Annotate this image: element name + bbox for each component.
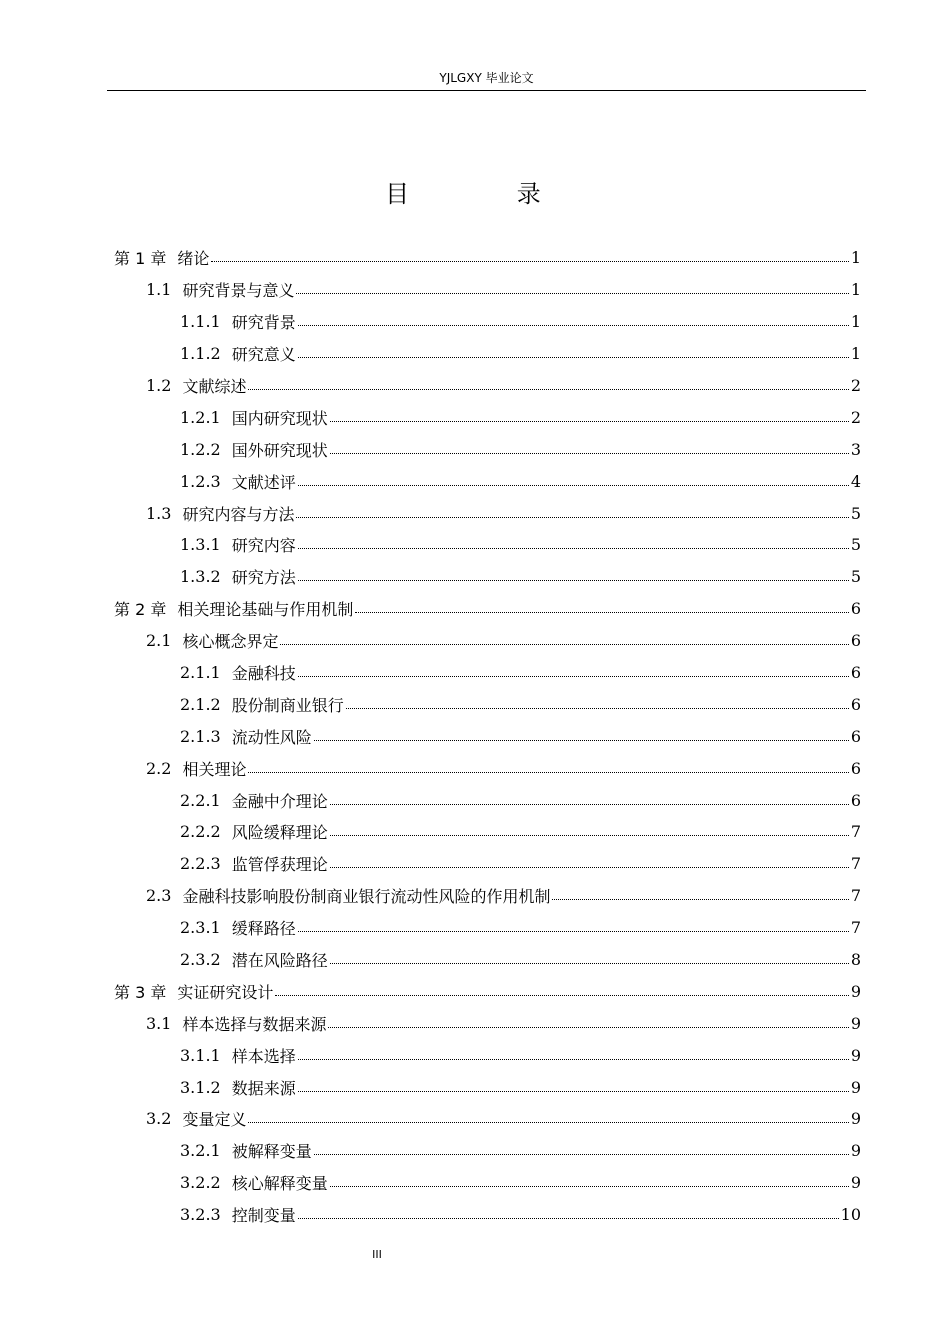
toc-entry-page: 4 xyxy=(850,471,861,491)
toc-entry[interactable] xyxy=(0,1103,950,1135)
dot-leader xyxy=(298,675,849,677)
toc-entry[interactable] xyxy=(0,912,950,944)
toc-entry-number: 2.3.2 xyxy=(180,950,221,970)
toc-entry-title: 控制变量 xyxy=(231,1206,296,1226)
toc-entry-page: 6 xyxy=(850,631,861,651)
toc-entry-title: 缓释路径 xyxy=(231,919,296,939)
toc-entry-title: 研究内容 xyxy=(231,536,296,556)
toc-entry-number: 2.1.3 xyxy=(180,726,221,746)
toc-entry-page: 9 xyxy=(850,1013,861,1033)
table-of-contents xyxy=(0,242,950,1231)
dot-leader xyxy=(330,962,849,964)
toc-entry-number: 第 1 章 xyxy=(114,249,167,269)
toc-entry[interactable] xyxy=(0,433,950,465)
toc-entry[interactable] xyxy=(0,1007,950,1039)
dot-leader xyxy=(330,1185,849,1187)
toc-entry-page: 9 xyxy=(850,1173,861,1193)
dot-leader xyxy=(296,292,848,294)
toc-entry[interactable] xyxy=(0,1039,950,1071)
toc-entry-page: 7 xyxy=(850,854,861,874)
toc-entry-page: 10 xyxy=(840,1205,861,1225)
toc-entry[interactable] xyxy=(0,465,950,497)
toc-entry-number: 2.1 xyxy=(146,631,172,651)
toc-entry-page: 6 xyxy=(850,599,861,619)
toc-entry-title: 研究背景与意义 xyxy=(182,281,295,301)
toc-entry-number: 2.2.2 xyxy=(180,822,221,842)
toc-entry-title: 样本选择 xyxy=(231,1046,296,1066)
toc-entry-title: 研究背景 xyxy=(231,313,296,333)
toc-entry-title: 国内研究现状 xyxy=(231,408,328,428)
toc-entry-number: 3.2 xyxy=(146,1109,172,1129)
dot-leader xyxy=(346,707,849,709)
toc-entry-number: 1.3.1 xyxy=(180,535,221,555)
toc-entry[interactable] xyxy=(0,657,950,689)
toc-entry-number: 3.1 xyxy=(146,1013,172,1033)
toc-entry-number: 第 3 章 xyxy=(114,982,167,1002)
toc-entry-page: 5 xyxy=(850,503,861,523)
toc-entry[interactable] xyxy=(0,401,950,433)
dot-leader xyxy=(330,452,849,454)
toc-entry-number: 3.2.3 xyxy=(180,1205,221,1225)
toc-entry[interactable] xyxy=(0,625,950,657)
toc-entry-title: 风险缓释理论 xyxy=(231,823,328,843)
toc-entry-title: 被解释变量 xyxy=(231,1142,312,1162)
dot-leader xyxy=(298,930,849,932)
toc-entry-number: 2.3.1 xyxy=(180,918,221,938)
toc-entry-title: 金融科技影响股份制商业银行流动性风险的作用机制 xyxy=(182,887,551,907)
toc-entry-page: 6 xyxy=(850,790,861,810)
toc-entry[interactable] xyxy=(0,529,950,561)
dot-leader xyxy=(328,1026,848,1028)
toc-entry-title: 核心解释变量 xyxy=(231,1174,328,1194)
toc-entry-page: 7 xyxy=(850,886,861,906)
toc-entry-number: 3.1.1 xyxy=(180,1045,221,1065)
toc-entry-title: 潜在风险路径 xyxy=(231,951,328,971)
toc-entry[interactable] xyxy=(0,497,950,529)
toc-entry-page: 1 xyxy=(850,280,861,300)
toc-entry[interactable] xyxy=(0,338,950,370)
toc-entry-page: 7 xyxy=(850,822,861,842)
toc-entry[interactable] xyxy=(0,1135,950,1167)
toc-entry-page: 1 xyxy=(850,312,861,332)
toc-entry-page: 9 xyxy=(850,1077,861,1097)
toc-entry[interactable] xyxy=(0,752,950,784)
dot-leader xyxy=(330,803,849,805)
toc-entry-number: 2.1.2 xyxy=(180,694,221,714)
toc-entry-page: 6 xyxy=(850,663,861,683)
toc-entry-title: 实证研究设计 xyxy=(177,982,274,1002)
toc-entry-number: 第 2 章 xyxy=(114,600,167,620)
toc-entry-page: 3 xyxy=(850,439,861,459)
dot-leader xyxy=(330,420,849,422)
toc-entry[interactable] xyxy=(0,816,950,848)
toc-entry-number: 2.2.3 xyxy=(180,854,221,874)
toc-entry-page: 9 xyxy=(850,981,861,1001)
toc-entry[interactable] xyxy=(0,242,950,274)
toc-entry-title: 国外研究现状 xyxy=(231,440,328,460)
toc-entry-page: 6 xyxy=(850,758,861,778)
toc-entry-title: 金融中介理论 xyxy=(231,791,328,811)
toc-entry-number: 1.1.1 xyxy=(180,312,221,332)
toc-entry-number: 1.2.1 xyxy=(180,407,221,427)
toc-entry[interactable] xyxy=(0,688,950,720)
toc-entry-title: 核心概念界定 xyxy=(182,632,279,652)
toc-entry-number: 1.2 xyxy=(146,376,172,395)
toc-entry-title: 相关理论 xyxy=(182,759,247,779)
toc-entry-page: 9 xyxy=(850,1109,861,1129)
dot-leader xyxy=(298,1058,849,1060)
toc-entry-title: 文献综述 xyxy=(182,377,247,396)
toc-entry-page: 8 xyxy=(850,950,861,970)
toc-entry-page: 9 xyxy=(850,1045,861,1065)
toc-entry-title: 文献述评 xyxy=(231,472,296,492)
dot-leader xyxy=(298,579,849,581)
toc-entry-title: 研究意义 xyxy=(231,345,296,365)
dot-leader xyxy=(248,388,848,390)
dot-leader xyxy=(275,994,848,996)
toc-entry-title: 绪论 xyxy=(177,249,210,269)
toc-entry-title: 变量定义 xyxy=(182,1110,247,1130)
toc-entry[interactable] xyxy=(0,1199,950,1231)
toc-entry-number: 2.2 xyxy=(146,758,172,778)
toc-entry-page: 1 xyxy=(850,248,861,268)
toc-entry-title: 数据来源 xyxy=(231,1078,296,1098)
toc-entry-number: 1.2.3 xyxy=(180,471,221,491)
dot-leader xyxy=(298,484,849,486)
toc-entry[interactable] xyxy=(0,561,950,593)
dot-leader xyxy=(248,1121,848,1123)
toc-entry[interactable] xyxy=(0,880,950,912)
toc-entry-number: 3.2.2 xyxy=(180,1173,221,1193)
page-header xyxy=(107,66,866,91)
toc-entry[interactable] xyxy=(0,1071,950,1103)
toc-entry-number: 1.3.2 xyxy=(180,567,221,587)
toc-entry[interactable] xyxy=(0,274,950,306)
toc-entry-page: 6 xyxy=(850,694,861,714)
dot-leader xyxy=(211,260,848,262)
toc-entry-page: 9 xyxy=(850,1141,861,1161)
toc-entry[interactable] xyxy=(0,720,950,752)
toc-entry-number: 1.2.2 xyxy=(180,439,221,459)
toc-entry-title: 监管俘获理论 xyxy=(231,855,328,875)
toc-entry[interactable] xyxy=(0,848,950,880)
toc-entry-title: 研究方法 xyxy=(231,568,296,588)
toc-entry-page: 1 xyxy=(850,344,861,364)
toc-entry-page: 2 xyxy=(850,407,861,427)
toc-entry-page: 5 xyxy=(850,535,861,555)
toc-entry-title: 金融科技 xyxy=(231,664,296,684)
toc-entry[interactable] xyxy=(0,370,950,402)
dot-leader xyxy=(298,1217,839,1219)
dot-leader xyxy=(314,739,849,741)
page-number: III xyxy=(372,1248,382,1261)
dot-leader xyxy=(298,1090,849,1092)
dot-leader xyxy=(296,516,848,518)
dot-leader xyxy=(298,547,849,549)
toc-entry-page: 5 xyxy=(850,567,861,587)
toc-entry-number: 1.1 xyxy=(146,280,172,300)
dot-leader xyxy=(298,356,849,358)
dot-leader xyxy=(314,1153,849,1155)
toc-entry-number: 1.1.2 xyxy=(180,344,221,364)
toc-entry[interactable] xyxy=(0,1167,950,1199)
dot-leader xyxy=(330,866,849,868)
dot-leader xyxy=(248,771,848,773)
toc-entry[interactable] xyxy=(0,944,950,976)
dot-leader xyxy=(552,898,848,900)
toc-entry-title: 样本选择与数据来源 xyxy=(182,1014,327,1034)
toc-entry-title: 相关理论基础与作用机制 xyxy=(177,600,354,620)
toc-entry-number: 3.2.1 xyxy=(180,1141,221,1161)
dot-leader xyxy=(280,643,848,645)
toc-entry-title: 股份制商业银行 xyxy=(231,695,344,715)
toc-entry-title: 研究内容与方法 xyxy=(182,504,295,524)
header-text: YJLGXY 毕业论文 xyxy=(439,71,534,85)
dot-leader xyxy=(330,834,849,836)
toc-title: 目 录 xyxy=(385,180,591,208)
toc-entry-page: 6 xyxy=(850,726,861,746)
toc-entry-number: 1.3 xyxy=(146,503,172,523)
toc-entry-page: 2 xyxy=(850,376,861,395)
toc-entry-number: 2.1.1 xyxy=(180,663,221,683)
toc-entry[interactable] xyxy=(0,306,950,338)
toc-entry[interactable] xyxy=(0,975,950,1007)
toc-entry-number: 3.1.2 xyxy=(180,1077,221,1097)
toc-entry-number: 2.2.1 xyxy=(180,790,221,810)
toc-entry[interactable] xyxy=(0,784,950,816)
toc-entry-page: 7 xyxy=(850,918,861,938)
dot-leader xyxy=(355,611,848,613)
toc-entry[interactable] xyxy=(0,593,950,625)
toc-entry-number: 2.3 xyxy=(146,886,172,906)
toc-entry-title: 流动性风险 xyxy=(231,727,312,747)
dot-leader xyxy=(298,324,849,326)
